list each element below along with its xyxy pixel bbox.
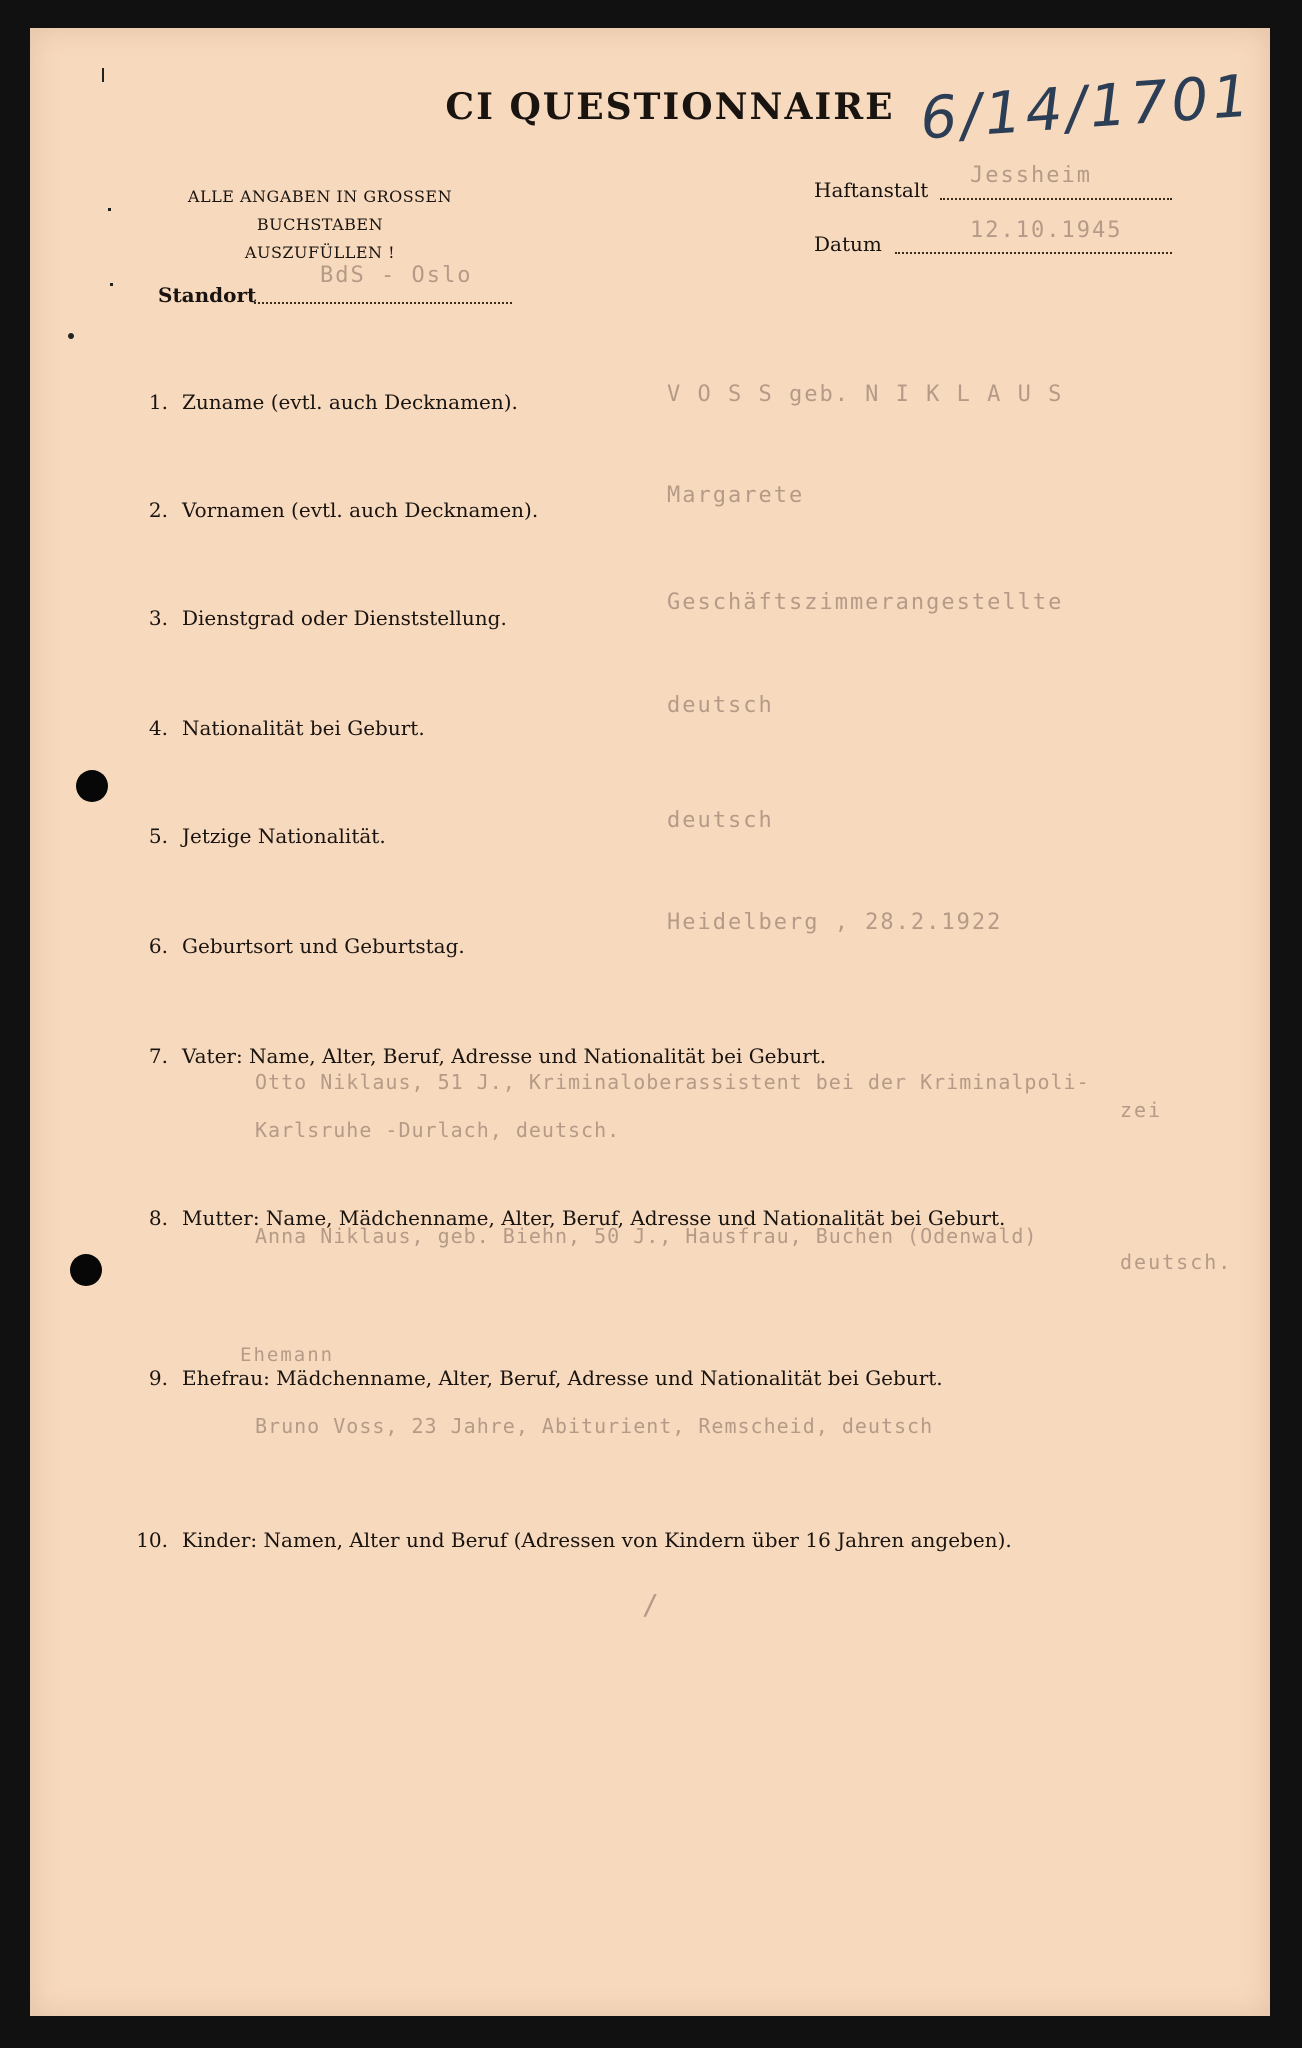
datum-label: Datum [814,232,882,256]
margin-mark [68,333,74,339]
answer-7-line-2: zei [1120,1098,1163,1122]
answer-9-correction: Ehemann [240,1344,335,1366]
answer-10: / [642,1588,661,1621]
haftanstalt-label: Haftanstalt [814,178,929,202]
punch-hole-top [76,770,108,802]
question-5: 5. Jetzige Nationalität. [148,824,386,848]
questionnaire-sheet [30,28,1270,2016]
question-1: 1. Zuname (evtl. auch Decknamen). [148,390,518,414]
question-8: 8. Mutter: Name, Mädchenname, Alter, Beruf, Adresse und Nationalität bei Geburt. [148,1206,1006,1230]
answer-3: Geschäftszimmerangestellte [667,590,1064,615]
haftanstalt-value: Jessheim [970,163,1092,188]
answer-7-line-1: Otto Niklaus, 51 J., Kriminaloberassistent bei der Kriminalpoli- [255,1070,1090,1094]
instruction-text [150,183,490,267]
margin-mark [102,68,104,82]
answer-2: Margarete [667,483,805,508]
answer-8-line-2: deutsch. [1120,1250,1233,1274]
standort-line [254,302,512,304]
punch-hole-bottom [70,1254,102,1286]
standort-value: BdS - Oslo [320,263,473,288]
haftanstalt-line [940,198,1172,200]
answer-4: deutsch [667,693,774,718]
answer-5: deutsch [667,808,774,833]
question-3: 3. Dienstgrad oder Dienststellung. [148,606,507,630]
standort-label: Standort [158,283,257,307]
answer-8-line-1: Anna Niklaus, geb. Biehn, 50 J., Hausfrau, Buchen (Odenwald) [255,1224,1038,1248]
answer-9-line-1: Bruno Voss, 23 Jahre, Abiturient, Remscheid, deutsch [255,1414,934,1438]
question-2: 2. Vornamen (evtl. auch Decknamen). [148,498,539,522]
answer-6: Heidelberg , 28.2.1922 [667,910,1003,935]
question-6: 6. Geburtsort und Geburtstag. [148,934,465,958]
answer-1: V O S S geb. N I K L A U S [667,382,1064,407]
margin-mark [110,283,113,286]
datum-value: 12.10.1945 [970,218,1123,243]
question-4: 4. Nationalität bei Geburt. [148,716,425,740]
question-10: 10. Kinder: Namen, Alter und Beruf (Adressen von Kindern über 16 Jahren angeben). [136,1528,1012,1552]
answer-7-line-3: Karlsruhe -Durlach, deutsch. [255,1118,621,1142]
margin-mark [108,208,111,211]
page-title: CI QUESTIONNAIRE [445,86,895,128]
datum-line [895,252,1172,254]
instruction-line-2: AUSZUFÜLLEN ! [244,243,396,262]
instruction-line-1: ALLE ANGABEN IN GROSSEN BUCHSTABEN [187,187,453,234]
handwritten-reference: 6/14/1701 [918,61,1256,153]
question-7: 7. Vater: Name, Alter, Beruf, Adresse und Nationalität bei Geburt. [148,1044,827,1068]
question-9: 9. Ehefrau: Mädchenname, Alter, Beruf, Adresse und Nationalität bei Geburt. [148,1366,943,1390]
